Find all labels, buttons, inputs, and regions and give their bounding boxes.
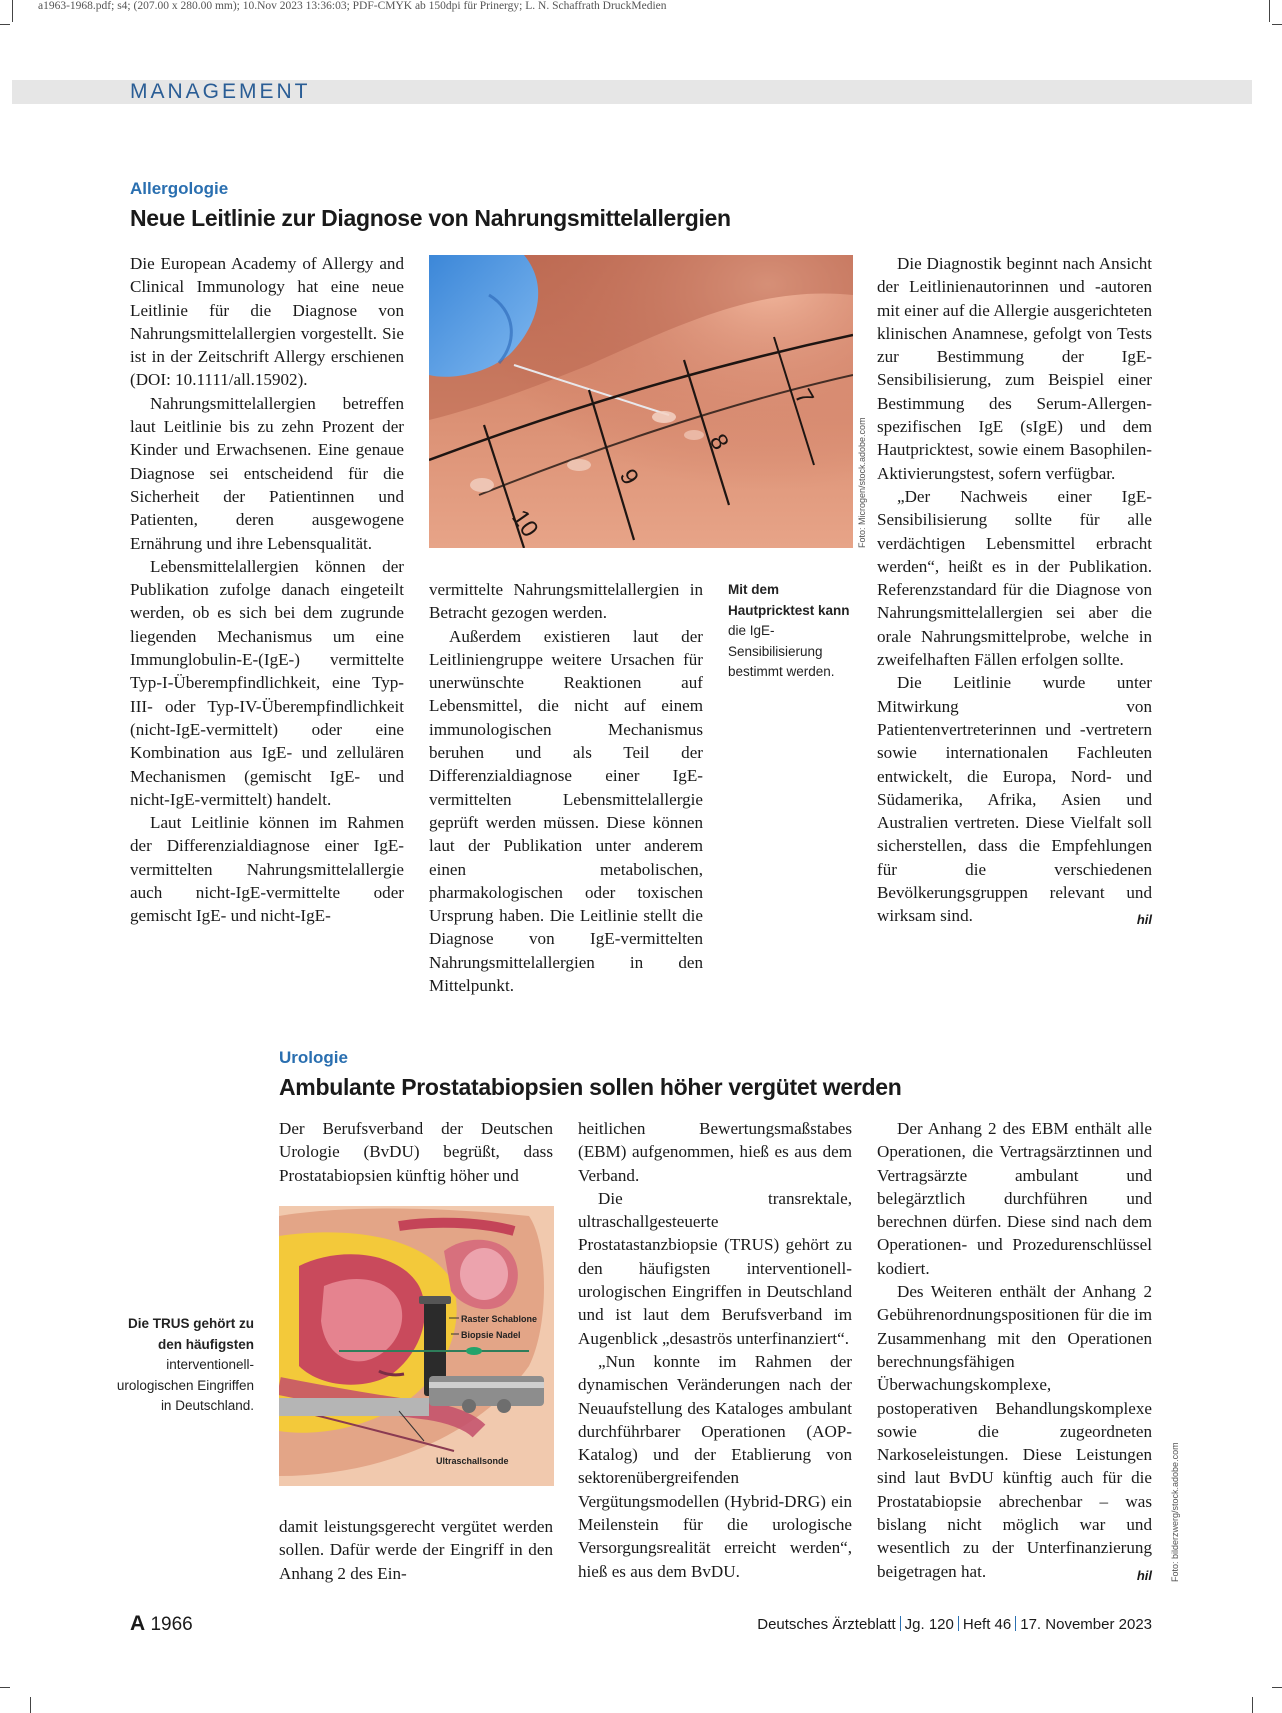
photo-caption <box>728 580 858 683</box>
image-label-9: 9 <box>613 464 644 490</box>
divider <box>900 1616 901 1631</box>
paragraph: damit leistungsgerecht vergütet werden sollen. Dafür werde der Eingriff in den Anhang 2 des Ein- <box>279 1517 553 1583</box>
crop-mark <box>0 24 10 25</box>
article1-column-1 <box>130 252 404 928</box>
divider <box>1015 1616 1016 1631</box>
paragraph: Nahrungsmittelallergien betreffen laut Leitlinie bis zu zehn Prozent der Kinder und Erwachsenen. Eine genaue Diagnose sei entscheidend für die Sicherheit der Patientinnen und Patienten, deren ausgewogene Ernährung und ihre Lebensqualität. <box>130 393 404 553</box>
image-label-8: 8 <box>703 429 734 455</box>
journal-date: 17. November 2023 <box>1020 1616 1152 1633</box>
trus-anatomy-diagram <box>279 1206 554 1486</box>
article2-headline: Ambulante Prostatabiopsien sollen höher vergütet werden <box>279 1074 902 1100</box>
paragraph: „Nun konnte im Rahmen der dynamischen Veränderungen nach der Neuaufstellung des Kataloges ambulant durchführbarer Operationen (AOP-Katalog) und der Etablierung von sektorenübergreifenden Vergütungsmodellen (Hybrid-DRG) ein Meilenstein für die urologische Versorgungsrealität erreicht werden“, hieß es aus dem BvDU. <box>578 1351 852 1581</box>
paragraph: Die Diagnostik beginnt nach Ansicht der Leitlinienautorinnen und -autoren mit einer auf die Allergie ausgerichteten klinischen Anamnese, gefolgt von Tests zur Bestimmung der IgE-Sensibilisierung, zum Beispiel einer Bestimmung des Serum-Allergen-spezifischen IgE (sIgE) und dem Hautpricktest, sowie einem Basophilen-Aktivierungstest, sofern verfügbar. <box>877 254 1152 483</box>
article2-column-1-bottom <box>279 1515 553 1585</box>
paragraph: heitlichen Bewertungsmaßstabes (EBM) aufgenommen, hieß es aus dem Verband. <box>578 1119 852 1185</box>
paragraph: Der Berufsverband der Deutschen Urologie (BvDU) begrüßt, dass Prostatabiopsien künftig höher und <box>279 1119 553 1185</box>
paragraph <box>877 671 1152 927</box>
divider <box>958 1616 959 1631</box>
caption-lead: Mit dem Hautpricktest kann <box>728 582 850 618</box>
diagram-caption <box>110 1314 254 1417</box>
article1-kicker: Allergologie <box>130 179 229 198</box>
paragraph: vermittelte Nahrungsmittelallergien in Betracht gezogen werden. <box>429 580 703 623</box>
crop-mark <box>30 1697 31 1713</box>
paragraph: „Der Nachweis einer IgE-Sensibilisierung sollte für alle verdächtigen Lebensmittel erbracht werden“, heißt es in der Publikation. Referenzstandard für die Diagnose von Nahrungsmittelallergien sei aber die orale Nahrungsmittelprobe, welche in zweifelhaften Fällen erfolgen sollte. <box>877 486 1152 670</box>
section-title: MANAGEMENT <box>130 80 311 103</box>
paragraph-text: Des Weiteren enthält der Anhang 2 Gebührenordnungspositionen für die im Zusammenhang mit den Operationen berechnungsfähigen Überwachungskomplexe, postoperativen Behandlungskomplexe sowie die zugeordneten Narkoseleistungen. Diese Leistungen sind laut BvDU künftig auch für die Prostatabiopsie abrechenbar – was bislang nicht möglich war und wesentlich zu der Unterfinanzierung beigetragen hat. <box>877 1282 1152 1581</box>
page-number <box>130 1612 193 1636</box>
page-number-value: 1966 <box>150 1614 193 1635</box>
journal-issue: Heft 46 <box>962 1616 1012 1633</box>
crop-mark <box>1272 1687 1282 1688</box>
image-label-7: 7 <box>788 384 819 410</box>
label-ultraschallsonde: Ultraschallsonde <box>436 1456 509 1466</box>
paragraph: Der Anhang 2 des EBM enthält alle Operationen, die Vertragsärztinnen und Vertragsärzte ambulant und belegärztlich durchführen und berechnen dürfen. Diese sind nach dem Operationen- und Prozedurenschlüssel kodiert. <box>877 1119 1152 1278</box>
paragraph: Die European Academy of Allergy and Clinical Immunology hat eine neue Leitlinie für die Diagnose von Nahrungsmittelallergien vorgestellt. Sie ist in der Zeitschrift Allergy erschienen (DOI: 10.1111/all.15902). <box>130 254 404 390</box>
journal-volume: Jg. 120 <box>904 1616 954 1633</box>
caption-lead: Die TRUS gehört zu den häufigsten <box>127 1316 254 1352</box>
crop-mark <box>1269 0 1270 22</box>
article1-column-2 <box>429 578 703 997</box>
paragraph: Laut Leitlinie können im Rahmen der Differenzialdiagnose einer IgE-vermittelten Nahrungsmittelallergie auch nicht-IgE-vermittelte oder gemischt IgE- und nicht-IgE- <box>130 813 404 926</box>
caption-text: die IgE-Sensibilisierung bestimmt werden. <box>728 623 835 679</box>
paragraph: Außerdem existieren laut der Leitliniengruppe weitere Ursachen für unerwünschte Reaktionen auf Lebensmittel, die nicht auf einem immunologischen Mechanismus beruhen und als Teil der Differenzialdiagnose einer IgE-vermittelten Lebensmittelallergie geprüft werden müssen. Diese können laut der Publikation unter anderem einen metabolischen, pharmakologischen oder toxischen Ursprung haben. Die Leitlinie stellt die Diagnose von IgE-vermittelten Nahrungsmittelallergien in den Mittelpunkt. <box>429 626 703 996</box>
label-raster-schablone: Raster Schablone <box>461 1314 538 1324</box>
image-label-10: 10 <box>506 504 544 543</box>
article1-headline: Neue Leitlinie zur Diagnose von Nahrungsmittelallergien <box>130 205 731 231</box>
paragraph <box>877 1280 1152 1583</box>
paragraph: Die transrektale, ultraschallgesteuerte Prostatastanzbiopsie (TRUS) gehört zu den häufigsten interventionell-urologischen Eingriffen in Deutschland und ist laut dem Berufsverband im Augenblick „desaströs unterfinanziert“. <box>578 1188 852 1348</box>
author-signature: hil <box>1136 912 1152 928</box>
crop-mark <box>1252 1697 1253 1713</box>
article2-column-1-top <box>279 1117 553 1187</box>
paragraph: Lebensmittelallergien können der Publikation zufolge danach eingeteilt werden, ob es sich bei dem zugrunde liegenden Mechanismus um eine Immunglobulin-E-(IgE-) vermittelte Typ-I-Überempfindlichkeit, eine Typ-III- oder Typ-IV-Überempfindlichkeit (nicht-IgE-vermittelt) oder eine Kombination aus IgE- und zellulären Mechanismen (gemischt IgE- und nicht-IgE-vermittelt) handelt. <box>130 556 404 809</box>
article2-kicker: Urologie <box>279 1048 348 1067</box>
journal-name: Deutsches Ärzteblatt <box>757 1616 896 1633</box>
photo-credit: Foto: Microgen/stock.adobe.com <box>857 417 867 548</box>
crop-mark <box>1272 24 1282 25</box>
photo-credit: Foto: bilderzwerg/stock.adobe.com <box>1170 1442 1180 1582</box>
journal-info <box>757 1616 1152 1633</box>
crop-mark <box>12 0 13 22</box>
label-biopsie-nadel: Biopsie Nadel <box>461 1330 521 1340</box>
paragraph-text: Die Leitlinie wurde unter Mitwirkung von Patientenvertreterinnen und -vertretern sowie internationalen Fachleuten entwickelt, die Europa, Nord- und Südamerika, Afrika, Asien und Australien vertreten. Diese Vielfalt soll sicherstellen, dass die Empfehlungen für die verschiedenen Bevölkerungsgruppen relevant und wirksam sind. <box>877 673 1152 926</box>
caption-text: interventionell-urologischen Eingriffen in Deutschland. <box>116 1357 254 1413</box>
skin-prick-test-photo <box>429 255 853 548</box>
article2-column-3 <box>877 1117 1152 1587</box>
crop-mark <box>0 1687 10 1688</box>
print-slug: a1963-1968.pdf; s4; (207.00 x 280.00 mm); 10.Nov 2023 13:36:03; PDF-CMYK ab 150dpi für Prinergy; L. N. Schaffrath DruckMedien <box>38 0 667 12</box>
article2-column-2 <box>578 1117 852 1583</box>
author-signature: hil <box>1136 1567 1152 1583</box>
page-prefix: A <box>130 1612 146 1635</box>
article1-column-3 <box>877 252 1152 932</box>
